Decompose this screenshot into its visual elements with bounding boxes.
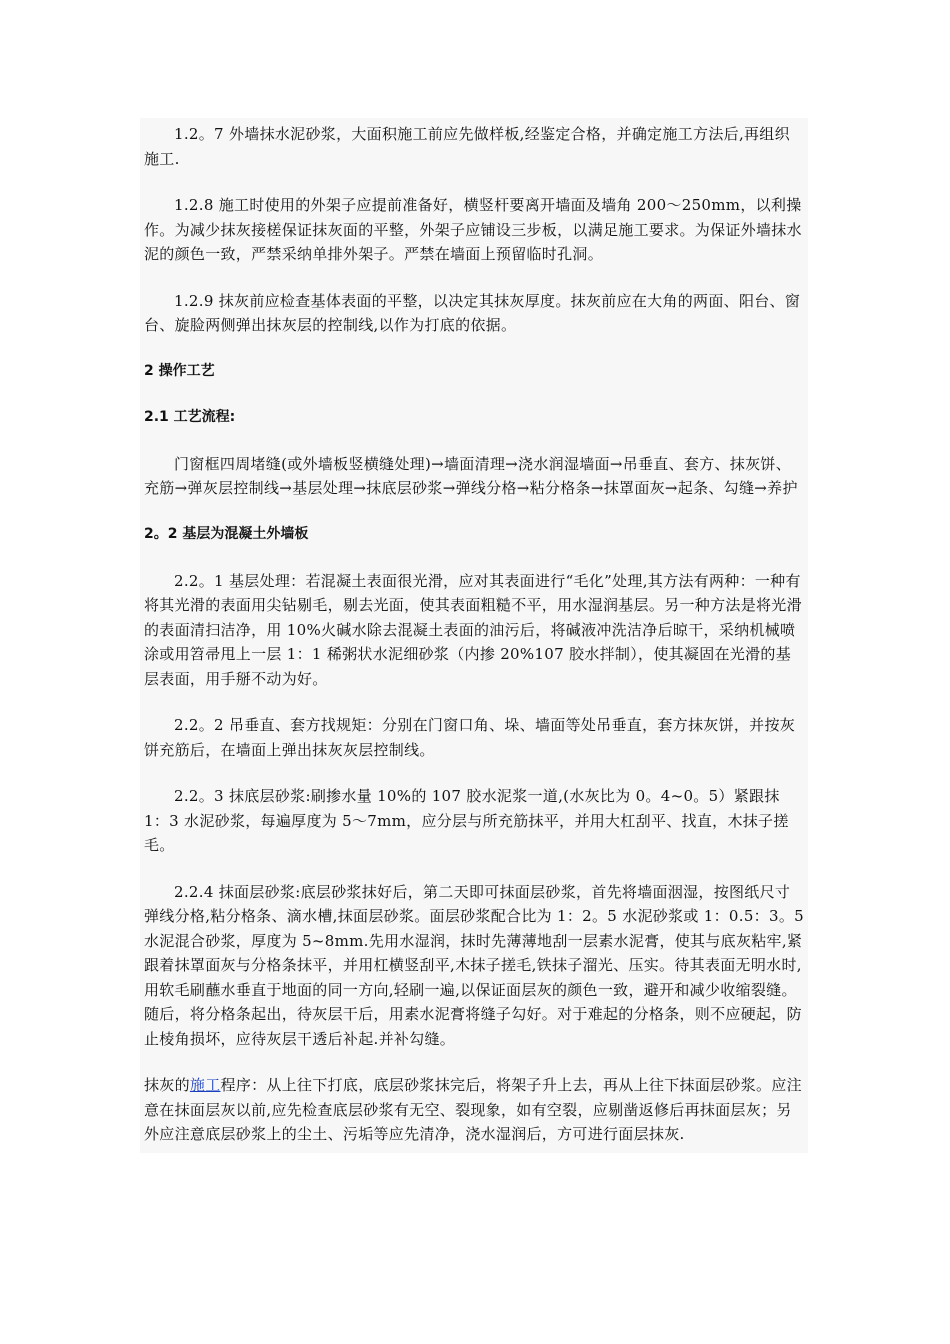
paragraph-1-2-7: 1.2。7 外墙抹水泥砂浆，大面积施工前应先做样板,经鉴定合格，并确定施工方法后,再组织施工. bbox=[144, 125, 790, 168]
procedure-text-rest: 程序：从上往下打底，底层砂浆抹完后，将架子升上去，再从上往下抹面层砂浆。应注意在抹面层灰以前,应先检查底层砂浆有无空、裂现象，如有空裂，应剔凿返修后再抹面层灰；另外应注意底层砂浆上的尘土、污垢等应先清净，浇水湿润后，方可进行面层抹灰. bbox=[144, 1076, 802, 1143]
paragraph-construction-procedure bbox=[144, 1073, 804, 1147]
paragraph-1-2-9: 1.2.9 抹灰前应检查基体表面的平整，以决定其抹灰厚度。抹灰前应在大角的两面、阳台、窗台、旋脸两侧弹出抹灰层的控制线,以作为打底的依据。 bbox=[144, 291, 801, 334]
paragraph-2-2-2: 2.2。2 吊垂直、套方找规矩：分别在门窗口角、垛、墙面等处吊垂直，套方抹灰饼，并按灰饼充筋后，在墙面上弹出抹灰灰层控制线。 bbox=[144, 716, 796, 759]
construction-link[interactable]: 施工 bbox=[189, 1076, 221, 1094]
paragraph-2-2-1: 2.2。1 基层处理：若混凝土表面很光滑，应对其表面进行“毛化”处理,其方法有两种：一种有将其光滑的表面用尖钻剔毛，剔去光面，使其表面粗糙不平，用水湿润基层。另一种方法是将光滑的表面清扫洁净，用 10%火碱水除去混凝土表面的油污后，将碱液冲洗洁净后晾干，采纳机械喷涂或用笤帚甩上一层 1：1 稀粥状水泥细砂浆（内掺 20%107 胶水拌制），使其凝固在光滑的基层表面，用手掰不动为好。 bbox=[144, 571, 802, 688]
heading-section-2-2: 2。2 基层为混凝土外墙板 bbox=[144, 525, 309, 542]
process-flow: 门窗框四周堵缝(或外墙板竖横缝处理)→墙面清理→浇水润湿墙面→吊垂直、套方、抹灰饼、充筋→弹灰层控制线→基层处理→抹底层砂浆→弹线分格→粘分格条→抹罩面灰→起条、勾缝→养护 bbox=[144, 454, 798, 497]
procedure-text-start: 抹灰的 bbox=[144, 1076, 190, 1094]
paragraph-1-2-8: 1.2.8 施工时使用的外架子应提前准备好，横竖杆要离开墙面及墙角 200～250mm，以利操作。为减少抹灰接槎保证抹灰面的平整，外架子应铺设三步板，以满足施工要求。为保证外墙抹水泥的颜色一致，严禁采纳单排外架子。严禁在墙面上预留临时孔洞。 bbox=[144, 196, 802, 263]
paragraph-2-2-3: 2.2。3 抹底层砂浆:刷掺水量 10%的 107 胶水泥浆一道,(水灰比为 0。4~0。5）紧跟抹 1：3 水泥砂浆，每遍厚度为 5～7mm，应分层与所充筋抹平，并用大杠刮平、找直，木抹子搓毛。 bbox=[144, 787, 789, 854]
document-body bbox=[140, 118, 808, 1153]
heading-section-2-1: 2.1 工艺流程: bbox=[144, 408, 236, 425]
paragraph-2-2-4: 2.2.4 抹面层砂浆:底层砂浆抹好后，第二天即可抹面层砂浆，首先将墙面洇湿，按图纸尺寸弹线分格,粘分格条、滴水槽,抹面层砂浆。面层砂浆配合比为 1：2。5 水泥砂浆或 1：0.5：3。5 水泥混合砂浆，厚度为 5~8mm.先用水湿润，抹时先薄薄地刮一层素水泥膏，使其与底灰粘牢,紧跟着抹罩面灰与分格条抹平，并用杠横竖刮平,木抹子搓毛,铁抹子溜光、压实。待其表面无明水时,用软毛刷蘸水垂直于地面的同一方向,轻刷一遍,以保证面层灰的颜色一致，避开和减少收缩裂缝。随后，将分格条起出，待灰层干后，用素水泥膏将缝子勾好。对于难起的分格条，则不应硬起，防止棱角损坏，应待灰层干透后补起.并补勾缝。 bbox=[144, 882, 804, 1048]
heading-section-2: 2 操作工艺 bbox=[144, 362, 215, 379]
